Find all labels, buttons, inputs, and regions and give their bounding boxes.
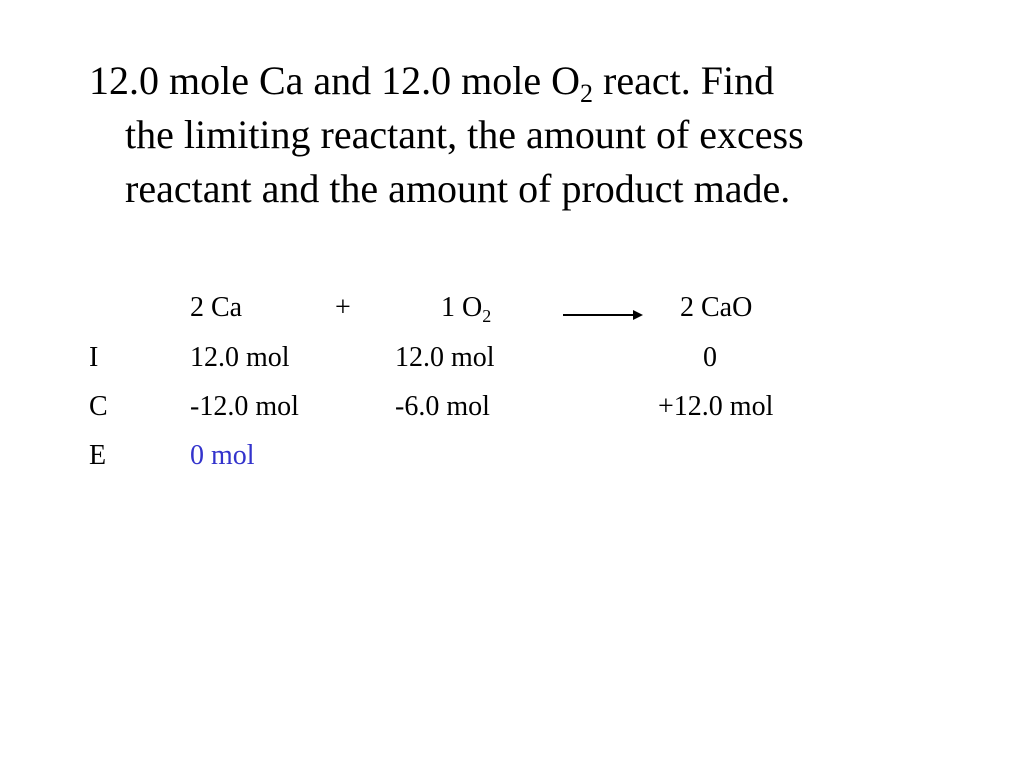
row-label-change: C	[89, 391, 108, 422]
plus-sign: +	[335, 292, 351, 323]
change-o2: -6.0 mol	[395, 391, 490, 422]
initial-o2: 12.0 mol	[395, 342, 495, 373]
reaction-arrow-icon	[563, 308, 643, 322]
problem-line-2: the limiting reactant, the amount of excess	[125, 112, 804, 157]
product-cao: 2 CaO	[680, 292, 753, 323]
change-ca: -12.0 mol	[190, 391, 299, 422]
problem-line-1-end: react. Find	[593, 58, 775, 103]
row-label-end: E	[89, 440, 107, 471]
reactant-o2-subscript: 2	[482, 306, 492, 326]
initial-cao: 0	[703, 342, 717, 373]
end-ca: 0 mol	[190, 440, 255, 471]
o2-subscript: 2	[580, 79, 594, 108]
reactant-o2	[441, 292, 491, 324]
change-cao: +12.0 mol	[658, 391, 774, 422]
row-label-initial: I	[89, 342, 99, 373]
problem-line-3: reactant and the amount of product made.	[125, 166, 791, 211]
problem-line-1	[89, 54, 949, 108]
reactant-ca: 2 Ca	[190, 292, 243, 323]
reactant-o2-text: 1 O	[441, 292, 483, 323]
problem-line-1-text: 12.0 mole Ca and 12.0 mole O	[89, 58, 581, 103]
problem-statement	[89, 54, 949, 216]
initial-ca: 12.0 mol	[190, 342, 290, 373]
